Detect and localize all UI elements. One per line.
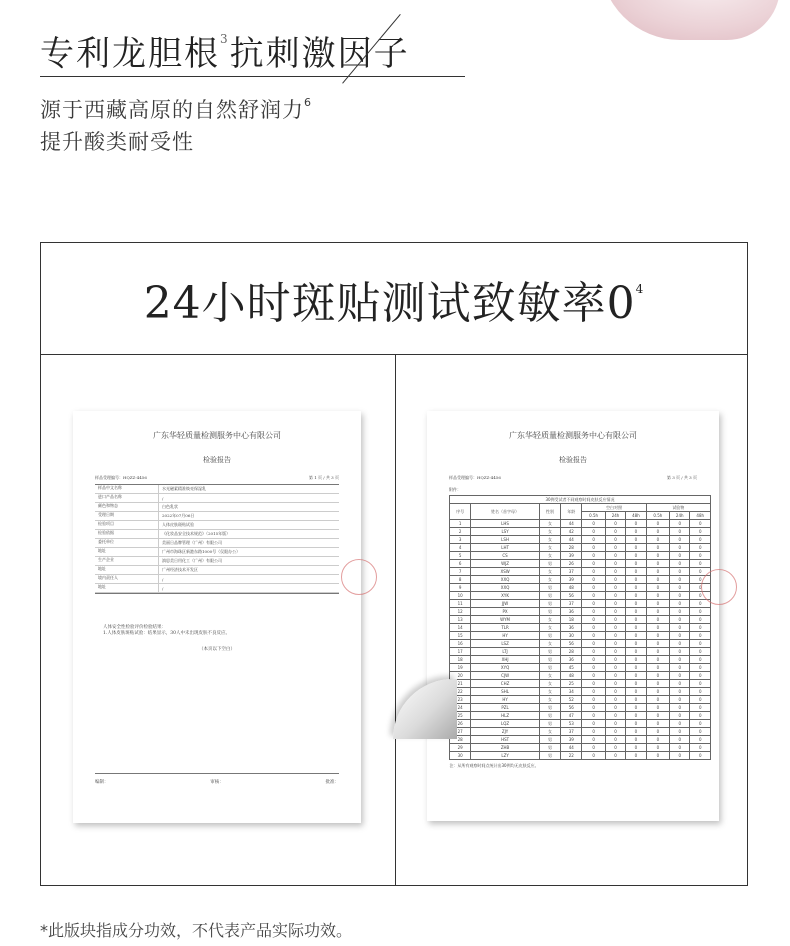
skin-reaction-table: 30例受试者不同观察时间皮肤反应情况 序号 姓名（首字母） 性别 年龄 空白对照 试验物 0.5h 24h 48h 0.5h 24h 48h 1 LHS 女 44 0 0 0 0 0 0 2 LSY 女 42 0 0 0 0 0 0 3 LSH 女 44 0 0 0 0 0 0 4 LHT 女 28 0 0 0 0 0 0 5 CS 女 39 0 0 0 0 0 0 6 WJZ 男 26 0 0 0 0 0 0 7 XSW 女 37 0 0 0 0 0 0 8 XXQ 女 39 0 0 0 0 0 0 9 XXQ 男 48 0 0 0 0 0 0 10 XYK 男 56 0 0 0 0 0 0 11 JJW 男 37 0 0 0 0 0 0 12 PX 男 36 0 0 0 0 0 0 13 WYM 女 18 0 0 0 0 0 0 14 TLR 女 36 0 0 0 0 0 0 15 HY 男 30 0 0 0 0 0 0 16 LSZ 女 56 0 0 0 0 0 0 17 LTJ 男 28 0 0 0 0 0 0 18 XHJ 男 36 0 0 0 0 0 0 19 XYQ 男 45 0 0 0 0 0 0 20 CJW 女 48 0 0 0 0 0 0 21 CHZ 女 25 0 0 0 0 0 0 22 SHL 女 34 0 0 0 0 0 0 23 HY 女 52 0 0 0 0 0 0 24 PZL 男 56 0 0 0 0 0 0 25 HLZ 男 47 0 0 0 0 0 0 26 LQZ 男 53 0 0 0 0 0 0 27 ZJY 女 37 0 0 0 0 0 0 28 HST 男 39 0 0 0 0 0 0 29 ZHB 男 44 0 0 0 0 0 0 30 LZY 男 22 0 0 0 0 0 0 注：从所有观察时间点统计出30例均无皮肤反应。 [449,495,711,769]
report-field-row: 地址 / [95,584,339,593]
red-seal-stamp [341,559,377,595]
table-row: 3 LSH 女 44 0 0 0 0 0 0 [450,536,711,544]
table-row: 18 XHJ 男 36 0 0 0 0 0 0 [450,656,711,664]
panel-title: 24小时斑贴测试致敏率0 $^4$ [41,243,747,355]
table-row: 17 LTJ 男 28 0 0 0 0 0 0 [450,648,711,656]
report-field-row: 检验依据 《化妆品安全技术规范》（2015年版） [95,530,339,539]
red-seal-stamp [701,569,737,605]
test-report-page-1 [73,411,361,823]
report-field-row: 样品中文名称 水光磁素精准焕亮保湿乳 [95,485,339,494]
report-field-row: 检验项目 人体皮肤斑贴试验 [95,521,339,530]
report-meta: 样品受理编号：HQZZ-4456 第 3 页 / 共 3 页 [449,475,697,480]
patch-test-panel [40,242,748,886]
table-row: 7 XSW 女 37 0 0 0 0 0 0 [450,568,711,576]
report-conclusion: 1.人体皮肤斑贴试验：结果显示，30人中未出现皮肤不良反应。 [103,631,231,636]
panel-divider [395,354,396,886]
report-organization: 广东华轻质量检测服务中心有限公司 [509,431,637,440]
report-field-row: 颜色和物态 白色乳状 [95,503,339,512]
headline: 专利龙胆根$^3$抗刺激因子 [40,32,410,74]
headline-underline [40,76,465,77]
table-row: 4 LHT 女 28 0 0 0 0 0 0 [450,544,711,552]
table-row: 27 ZJY 女 37 0 0 0 0 0 0 [450,728,711,736]
report-title: 检验报告 [203,456,231,464]
table-row: 11 JJW 男 37 0 0 0 0 0 0 [450,600,711,608]
table-row: 1 LHS 女 44 0 0 0 0 0 0 [450,520,711,528]
report-field-row: 地址 广州市海珠区新港东路1000号（仅限办公） [95,548,339,557]
disclaimer: *此版块指成分功效，不代表产品实际功效。 [40,921,353,940]
table-row: 26 LQZ 男 53 0 0 0 0 0 0 [450,720,711,728]
table-row: 8 XXQ 女 39 0 0 0 0 0 0 [450,576,711,584]
report-field-row: 地址 广州经济技术开发区 [95,566,339,575]
table-row: 14 TLR 女 36 0 0 0 0 0 0 [450,624,711,632]
report-end-note: （本页以下空白） [199,647,235,652]
report-field-row: 境内责任人 / [95,575,339,584]
table-row: 19 XYQ 男 45 0 0 0 0 0 0 [450,664,711,672]
report-field-row: 受理日期 2022年07月06日 [95,512,339,521]
table-row: 28 HST 男 39 0 0 0 0 0 0 [450,736,711,744]
report-meta: 样品受理编号：HQZZ-4456 第 1 页 / 共 3 页 [95,475,339,480]
report-field-row: 委托单位 美丽日品牌管理（广州）有限公司 [95,539,339,548]
table-row: 16 LSZ 女 56 0 0 0 0 0 0 [450,640,711,648]
subtitle-line-2: 提升酸类耐受性 [40,130,194,154]
subtitle-line-1: 源于西藏高原的自然舒润力$^6$ [40,96,312,122]
table-row: 6 WJZ 男 26 0 0 0 0 0 0 [450,560,711,568]
report-title: 检验报告 [559,456,587,464]
table-row: 24 PZL 男 56 0 0 0 0 0 0 [450,704,711,712]
table-row: 10 XYK 男 56 0 0 0 0 0 0 [450,592,711,600]
report-signatures: 编制： 审核： 批准： [95,773,339,785]
table-row: 5 CS 女 39 0 0 0 0 0 0 [450,552,711,560]
report-field-row: 生产企业 滇思美日用化工（广州）有限公司 [95,557,339,566]
table-row: 29 ZHB 男 44 0 0 0 0 0 0 [450,744,711,752]
table-row: 22 SHL 女 34 0 0 0 0 0 0 [450,688,711,696]
table-row: 30 LZY 男 22 0 0 0 0 0 0 [450,752,711,760]
table-row: 20 CJW 女 48 0 0 0 0 0 0 [450,672,711,680]
table-row: 21 CHZ 女 25 0 0 0 0 0 0 [450,680,711,688]
report-field-table [95,484,339,594]
report-conclusion-heading: 人体安全性检验评价检验结果： [103,625,166,630]
table-row: 15 HY 男 30 0 0 0 0 0 0 [450,632,711,640]
table-row: 13 WYM 女 18 0 0 0 0 0 0 [450,616,711,624]
table-row: 9 XXQ 男 48 0 0 0 0 0 0 [450,584,711,592]
report-organization: 广东华轻质量检测服务中心有限公司 [153,431,281,440]
test-report-page-3: 广东华轻质量检测服务中心有限公司 检验报告 样品受理编号：HQZZ-4456 第 3 页 / 共 3 页 附件： 30例受试者不同观察时间皮肤反应情况 序号 姓名（首字母） 性别 年龄 空白对照 试验物 0.5h 24h 48h 0.5h 24h 48h 1 LHS 女 44 0 0 0 0 0 0 2 LSY 女 42 0 0 0 0 0 0 3 LSH 女 44 0 0 0 0 0 0 4 LHT 女 28 0 0 0 0 0 0 5 CS 女 39 0 0 0 0 0 0 6 WJZ 男 26 0 0 0 0 0 0 7 XSW 女 37 0 0 0 0 0 0 8 XXQ 女 39 0 0 0 0 0 0 9 XXQ 男 48 0 0 0 0 0 0 10 XYK 男 56 0 0 0 0 0 0 11 JJW 男 37 0 0 0 0 0 0 12 PX 男 36 0 0 0 0 0 0 13 WYM 女 18 0 0 0 0 0 0 14 TLR 女 36 0 0 0 0 0 0 15 HY 男 30 0 0 0 0 0 0 16 LSZ 女 56 0 0 0 0 0 0 17 LTJ 男 28 0 0 0 0 0 0 18 XHJ 男 36 0 0 0 0 0 0 19 XYQ 男 45 0 0 0 0 0 0 20 CJW 女 48 0 0 0 0 0 0 21 CHZ 女 25 0 0 0 0 0 0 22 SHL 女 34 0 0 0 0 0 0 23 HY 女 52 0 0 0 0 0 0 24 PZL 男 56 0 0 0 0 0 0 25 HLZ 男 47 0 0 0 0 0 0 26 LQZ 男 53 0 0 0 0 0 0 27 ZJY 女 37 0 0 0 0 0 0 28 HST 男 39 0 0 0 0 0 0 29 ZHB 男 44 0 0 0 0 0 0 30 LZY 男 22 0 0 0 0 0 0 注：从所有观察时间点统计出30例均无皮肤反应。 [427,411,719,821]
decorative-product-swatch [600,0,780,40]
table-row: 2 LSY 女 42 0 0 0 0 0 0 [450,528,711,536]
table-row: 23 HY 女 52 0 0 0 0 0 0 [450,696,711,704]
table-row: 12 PX 男 36 0 0 0 0 0 0 [450,608,711,616]
report-field-row: 进口产品名称 / [95,494,339,503]
page-curl [393,679,457,739]
table-row: 25 HLZ 男 47 0 0 0 0 0 0 [450,712,711,720]
